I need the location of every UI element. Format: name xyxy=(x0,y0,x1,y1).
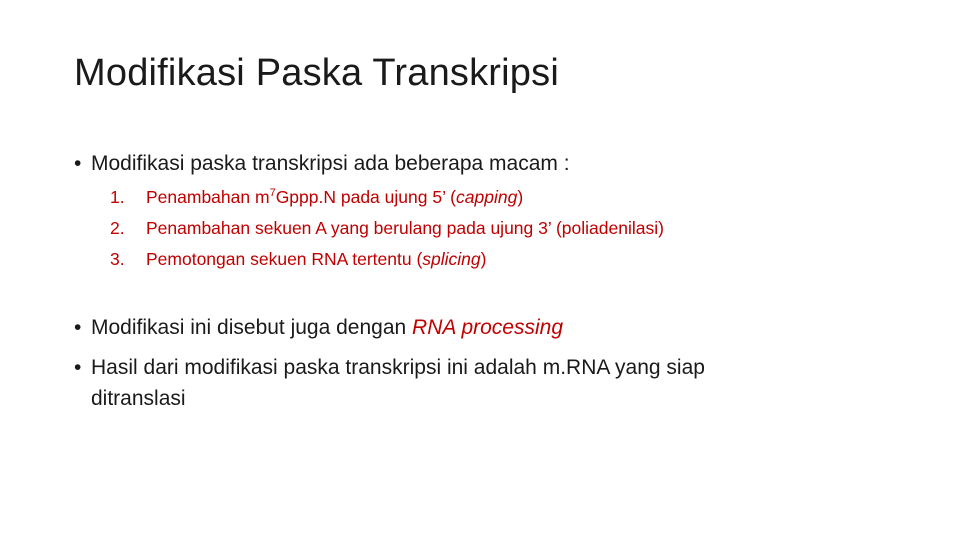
bullet-dot: • xyxy=(74,356,82,379)
bullet-dot: • xyxy=(74,152,82,175)
superscript: 7 xyxy=(269,187,276,199)
list-number: 2. xyxy=(110,218,125,238)
list-item xyxy=(110,182,870,213)
list-number: 1. xyxy=(110,187,125,207)
italic-term: splicing xyxy=(422,249,481,269)
list-text: Penambahan sekuen A yang berulang pada ujung 3’ (poliadenilasi) xyxy=(146,218,664,238)
list-item xyxy=(110,244,870,275)
list-number: 3. xyxy=(110,249,125,269)
bullet-text: Modifikasi ini disebut juga dengan RNA processing xyxy=(91,316,563,339)
bullet-item xyxy=(74,352,854,414)
list-item xyxy=(110,213,870,244)
list-text: Pemotongan sekuen RNA tertentu (splicing) xyxy=(146,249,487,269)
bullet-text: Modifikasi paska transkripsi ada beberapa macam : xyxy=(91,152,570,175)
slide-title: Modifikasi Paska Transkripsi xyxy=(74,52,559,94)
bullet-dot: • xyxy=(74,316,82,339)
highlight-term: RNA processing xyxy=(412,316,563,339)
bullet-item xyxy=(74,312,854,343)
numbered-list xyxy=(110,182,870,275)
italic-term: capping xyxy=(456,187,518,207)
bullet-item xyxy=(74,148,854,179)
list-text: Penambahan $m^7Gppp.N$ pada ujung 5’ (capping) xyxy=(146,187,524,207)
bullet-text: Hasil dari modifikasi paska transkripsi ini adalah m.RNA yang siap ditranslasi xyxy=(91,356,705,410)
